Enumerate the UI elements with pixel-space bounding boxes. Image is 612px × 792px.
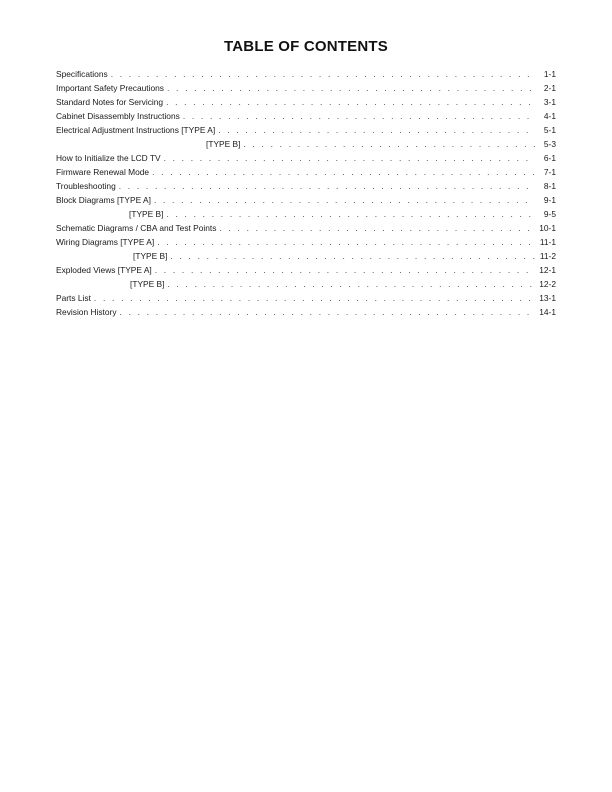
toc-entry-safety-precautions[interactable] <box>56 81 556 95</box>
toc-entry-label: Cabinet Disassembly Instructions <box>56 111 180 121</box>
dot-leader <box>164 151 535 165</box>
toc-entry-label: Troubleshooting <box>56 181 116 191</box>
toc-page-number: 6-1 <box>543 153 556 163</box>
dot-leader <box>219 221 535 235</box>
toc-page-number: 12-2 <box>539 279 556 289</box>
dot-leader <box>111 67 535 81</box>
toc-page-number: 10-1 <box>539 223 556 233</box>
toc-entry-label: Important Safety Precautions <box>56 83 164 93</box>
toc-entry-revision-history[interactable] <box>56 305 556 319</box>
toc-page-number: 11-2 <box>539 251 556 261</box>
toc-page-number: 1-1 <box>543 69 556 79</box>
toc-page-number: 8-1 <box>543 181 556 191</box>
dot-leader <box>218 123 535 137</box>
toc-page-number: 9-1 <box>543 195 556 205</box>
toc-entry-block-diagrams-type-a[interactable] <box>56 193 556 207</box>
page-title: TABLE OF CONTENTS <box>224 38 388 55</box>
toc-entry-standard-notes[interactable] <box>56 95 556 109</box>
dot-leader <box>94 291 535 305</box>
toc-entry-label: [TYPE B] <box>130 279 165 289</box>
dot-leader <box>166 95 535 109</box>
toc-page-number: 9-5 <box>543 209 556 219</box>
toc-page-number: 14-1 <box>539 307 556 317</box>
toc-page-number: 5-1 <box>543 125 556 135</box>
toc-page-number: 12-1 <box>539 265 556 275</box>
dot-leader <box>167 277 535 291</box>
toc-page-number: 3-1 <box>543 97 556 107</box>
toc-entry-label: Specifications <box>56 69 108 79</box>
toc-entry-label: Exploded Views [TYPE A] <box>56 265 152 275</box>
toc-entry-specifications[interactable] <box>56 67 556 81</box>
toc-entry-initialize-lcd-tv[interactable] <box>56 151 556 165</box>
toc-entry-schematic-diagrams[interactable] <box>56 221 556 235</box>
toc-entry-label: Wiring Diagrams [TYPE A] <box>56 237 155 247</box>
toc-entry-electrical-adjustment-type-a[interactable] <box>56 123 556 137</box>
toc-entry-label: Block Diagrams [TYPE A] <box>56 195 151 205</box>
toc-entry-label: Firmware Renewal Mode <box>56 167 150 177</box>
toc-entry-exploded-views-type-a[interactable] <box>56 263 556 277</box>
toc-entry-label: [TYPE B] <box>206 139 241 149</box>
dot-leader <box>166 207 535 221</box>
toc-entry-wiring-diagrams-type-b[interactable] <box>56 249 556 263</box>
toc-entry-electrical-adjustment-type-b[interactable] <box>56 137 556 151</box>
dot-leader <box>152 165 535 179</box>
toc-entry-wiring-diagrams-type-a[interactable] <box>56 235 556 249</box>
toc-entry-label: Revision History <box>56 307 117 317</box>
toc-page-number: 11-1 <box>539 237 556 247</box>
dot-leader <box>170 249 535 263</box>
toc-entry-parts-list[interactable] <box>56 291 556 305</box>
dot-leader <box>155 263 535 277</box>
dot-leader <box>243 137 535 151</box>
toc-entry-label: How to Initialize the LCD TV <box>56 153 161 163</box>
toc-entry-label: Electrical Adjustment Instructions [TYPE A] <box>56 125 216 135</box>
toc-page-number: 2-1 <box>543 83 556 93</box>
toc-entry-troubleshooting[interactable] <box>56 179 556 193</box>
dot-leader <box>120 305 535 319</box>
dot-leader <box>167 81 535 95</box>
dot-leader <box>154 193 535 207</box>
table-of-contents <box>56 67 556 319</box>
toc-page-number: 7-1 <box>543 167 556 177</box>
toc-entry-exploded-views-type-b[interactable] <box>56 277 556 291</box>
dot-leader <box>119 179 535 193</box>
toc-entry-block-diagrams-type-b[interactable] <box>56 207 556 221</box>
toc-page-number: 5-3 <box>543 139 556 149</box>
dot-leader <box>157 235 535 249</box>
toc-entry-label: Standard Notes for Servicing <box>56 97 164 107</box>
toc-entry-label: [TYPE B] <box>133 251 168 261</box>
toc-page-number: 4-1 <box>543 111 556 121</box>
toc-entry-cabinet-disassembly[interactable] <box>56 109 556 123</box>
toc-entry-firmware-renewal[interactable] <box>56 165 556 179</box>
toc-page-number: 13-1 <box>539 293 556 303</box>
toc-entry-label: Schematic Diagrams / CBA and Test Points <box>56 223 217 233</box>
toc-entry-label: Parts List <box>56 293 91 303</box>
dot-leader <box>183 109 535 123</box>
toc-entry-label: [TYPE B] <box>129 209 164 219</box>
